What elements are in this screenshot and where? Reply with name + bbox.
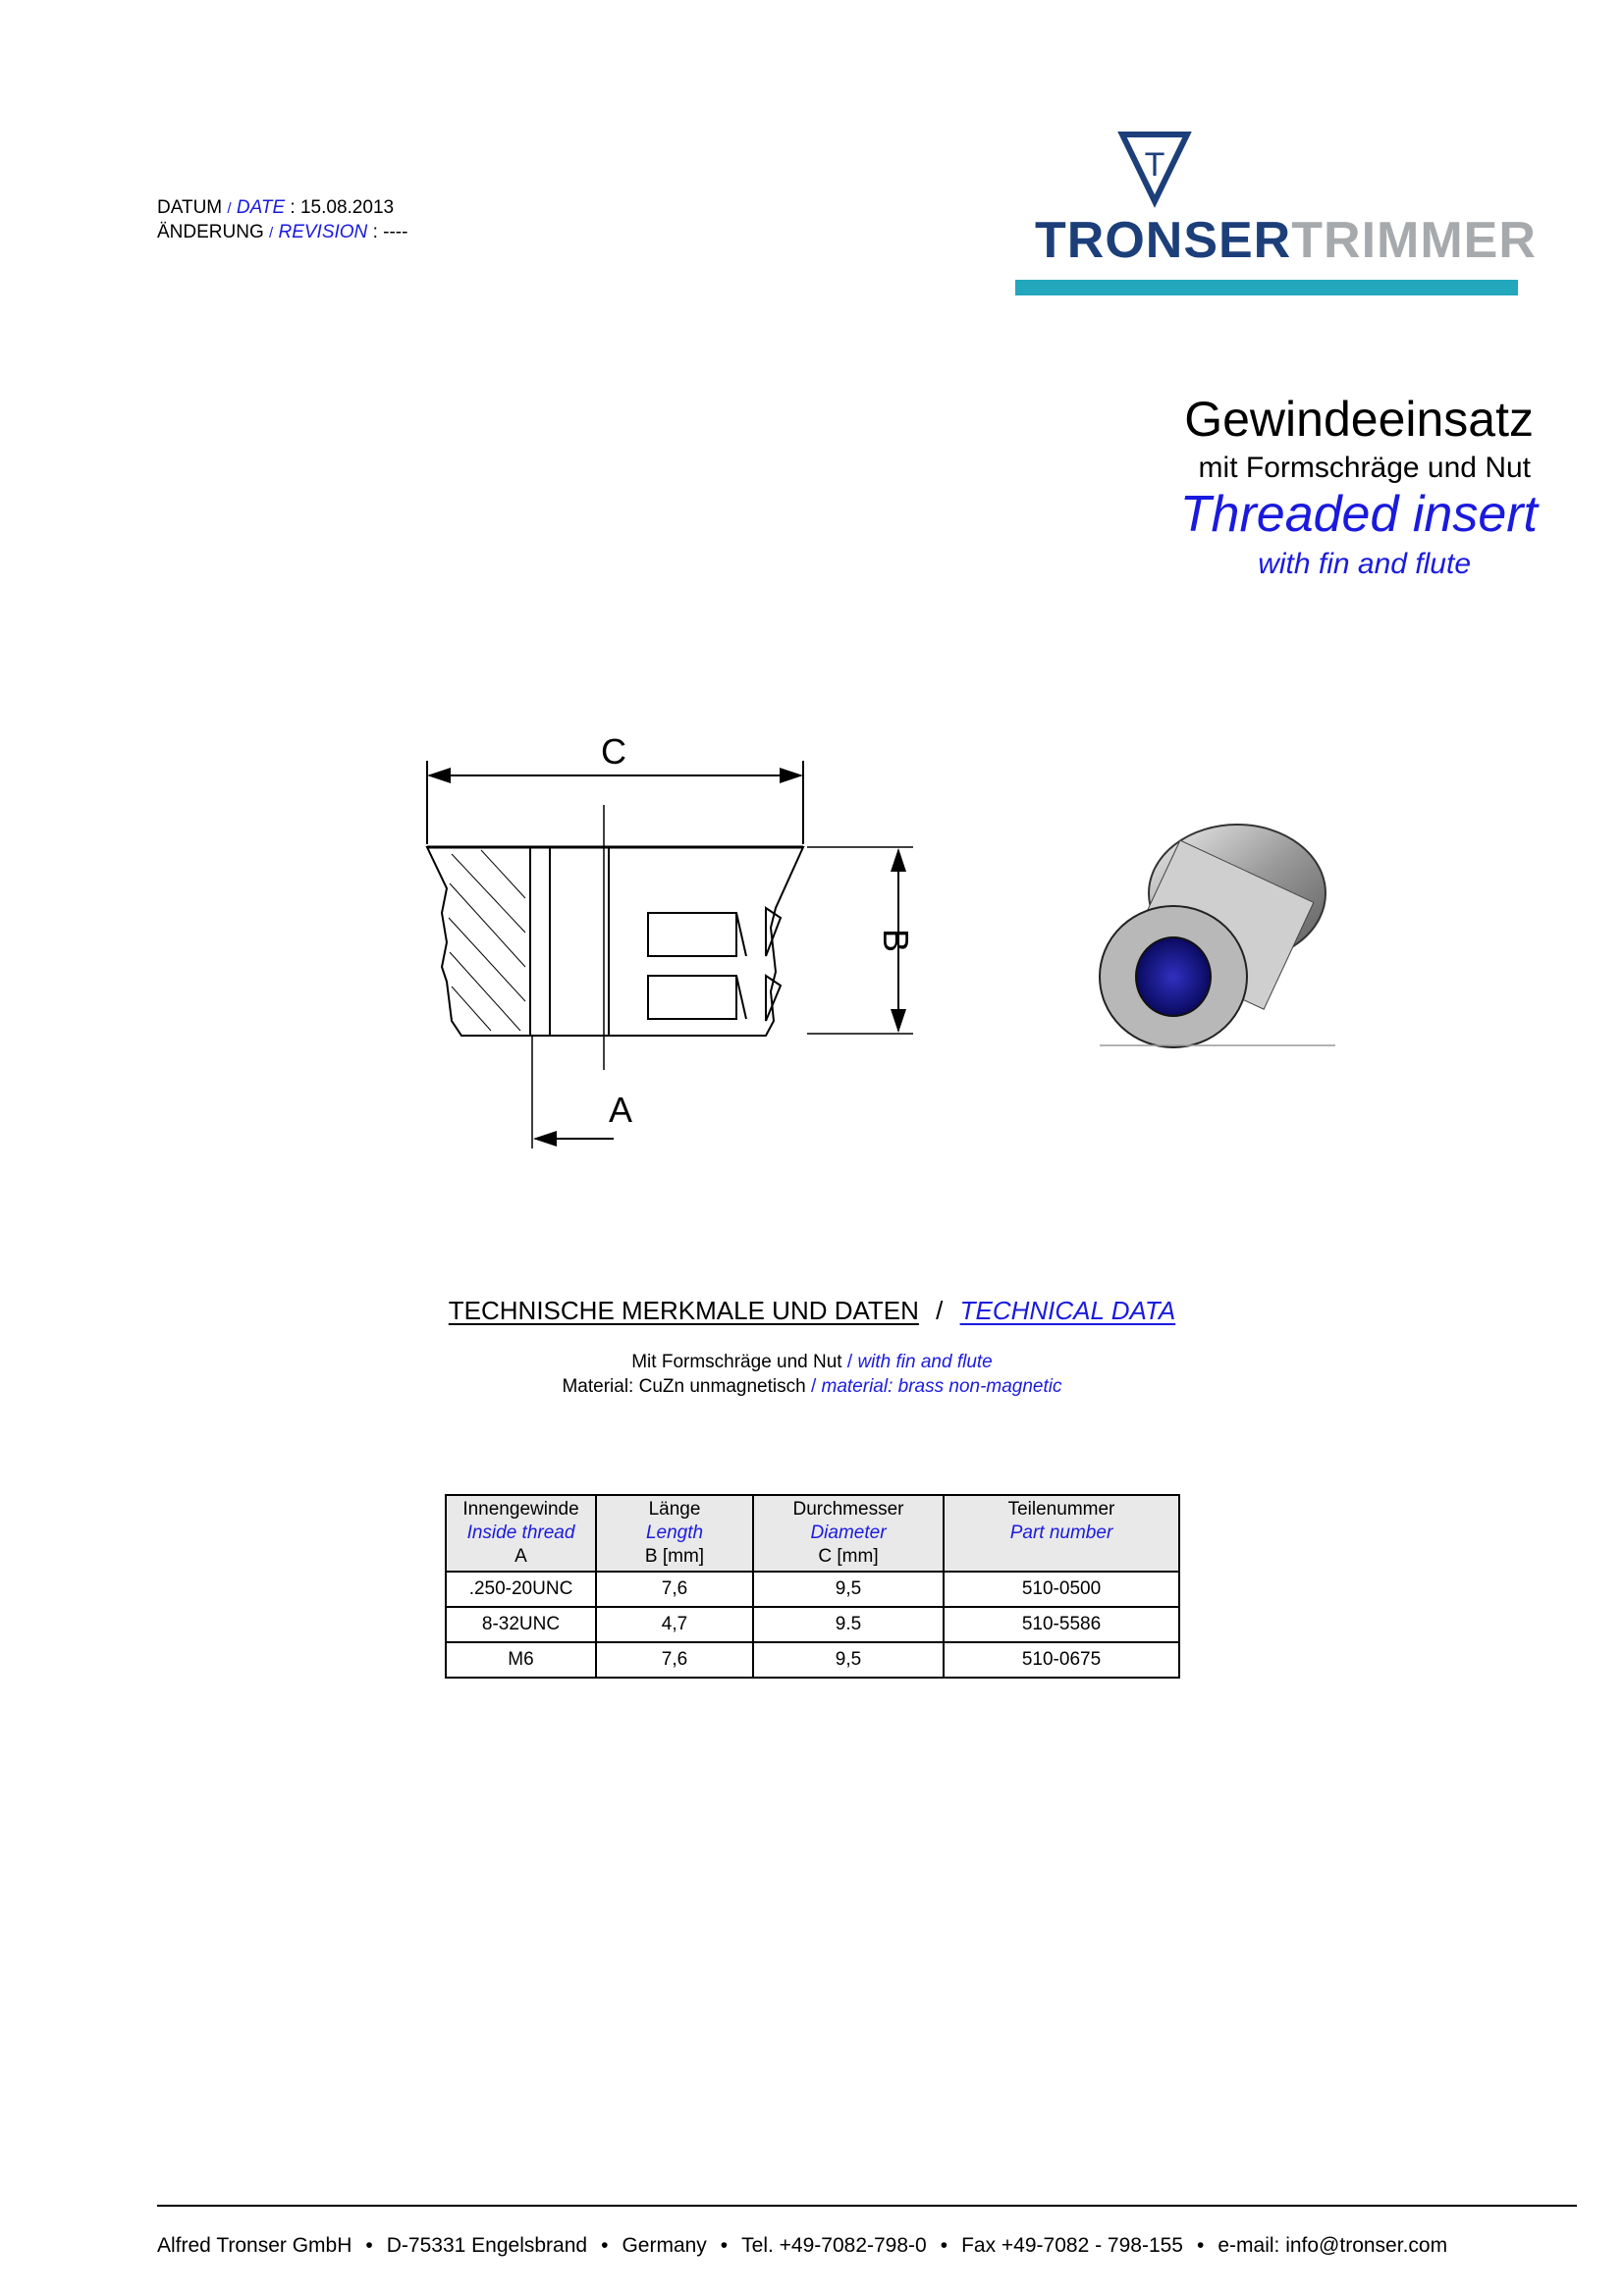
revision-line: ÄNDERUNG / REVISION : ---- <box>157 222 408 242</box>
footer-divider <box>157 2205 1577 2207</box>
date-label-de: DATUM <box>157 197 223 218</box>
cell-thread: .250-20UNC <box>446 1572 596 1607</box>
insert-render-image <box>1090 805 1345 1060</box>
spec-table <box>445 1494 1180 1679</box>
technical-heading-en: TECHNICAL DATA <box>959 1296 1176 1325</box>
technical-notes <box>0 1350 1624 1399</box>
dim-a-label: A <box>608 1090 633 1130</box>
table-header-row <box>446 1495 1179 1572</box>
footer-fax: Fax +49-7082 - 798-155 <box>961 2234 1183 2257</box>
header-diameter: Durchmesser Diameter C [mm] <box>753 1495 944 1572</box>
technical-drawing <box>393 717 943 1168</box>
note-fin-flute: Mit Formschräge und Nut / with fin and flute <box>631 1352 993 1372</box>
cell-diameter: 9.5 <box>753 1607 944 1642</box>
cell-part-number: 510-0675 <box>944 1642 1179 1678</box>
cell-thread: M6 <box>446 1642 596 1678</box>
title-de: Gewindeeinsatz <box>1184 392 1534 447</box>
cell-length: 4,7 <box>596 1607 753 1642</box>
dim-c-label: C <box>601 731 626 772</box>
table-row <box>446 1572 1179 1607</box>
document-meta <box>157 196 407 245</box>
company-logo <box>1015 131 1537 297</box>
revision-label-de: ÄNDERUNG <box>157 222 264 242</box>
logo-bar <box>1015 280 1518 295</box>
footer-email: e-mail: info@tronser.com <box>1218 2234 1448 2257</box>
note-material: Material: CuZn unmagnetisch / material: brass non-magnetic <box>562 1376 1062 1397</box>
table-row <box>446 1607 1179 1642</box>
date-line: DATUM / DATE : 15.08.2013 <box>157 197 395 218</box>
subtitle-de: mit Formschräge und Nut <box>1198 452 1531 484</box>
cell-thread: 8-32UNC <box>446 1607 596 1642</box>
cell-length: 7,6 <box>596 1642 753 1678</box>
table-row <box>446 1642 1179 1678</box>
cell-diameter: 9,5 <box>753 1572 944 1607</box>
subtitle-en: with fin and flute <box>1258 548 1471 580</box>
footer-country: Germany <box>622 2234 707 2257</box>
revision-label-en: REVISION <box>278 222 368 242</box>
technical-data-heading: TECHNISCHE MERKMALE UND DATEN / TECHNICAL DATA <box>448 1296 1176 1325</box>
cell-diameter: 9,5 <box>753 1642 944 1678</box>
header-inside-thread: Innengewinde Inside thread A <box>446 1495 596 1572</box>
date-value: 15.08.2013 <box>299 197 395 218</box>
footer-address: D-75331 Engelsbrand <box>386 2234 588 2257</box>
logo-wordmark: TRONSERTRIMMER <box>1035 212 1537 269</box>
header-part-number: Teilenummer Part number <box>944 1495 1179 1572</box>
svg-text:T: T <box>1144 146 1165 184</box>
dim-b-label: B <box>876 928 916 953</box>
technical-heading-de: TECHNISCHE MERKMALE UND DATEN <box>448 1296 919 1325</box>
footer-company: Alfred Tronser GmbH <box>157 2234 352 2257</box>
title-en: Threaded insert <box>1179 486 1538 543</box>
date-label-en: DATE <box>236 197 286 218</box>
cell-length: 7,6 <box>596 1572 753 1607</box>
cell-part-number: 510-0500 <box>944 1572 1179 1607</box>
footer: Alfred Tronser GmbH • D-75331 Engelsbrand • Germany • Tel. +49-7082-798-0 • Fax +49-7082 - 798-155 • e-mail: info@tronser.com <box>157 2234 1448 2257</box>
footer-tel: Tel. +49-7082-798-0 <box>741 2234 927 2257</box>
header-length: Länge Length B [mm] <box>596 1495 753 1572</box>
revision-value: ---- <box>383 222 408 242</box>
logo-emblem-icon <box>1015 131 1518 209</box>
cell-part-number: 510-5586 <box>944 1607 1179 1642</box>
